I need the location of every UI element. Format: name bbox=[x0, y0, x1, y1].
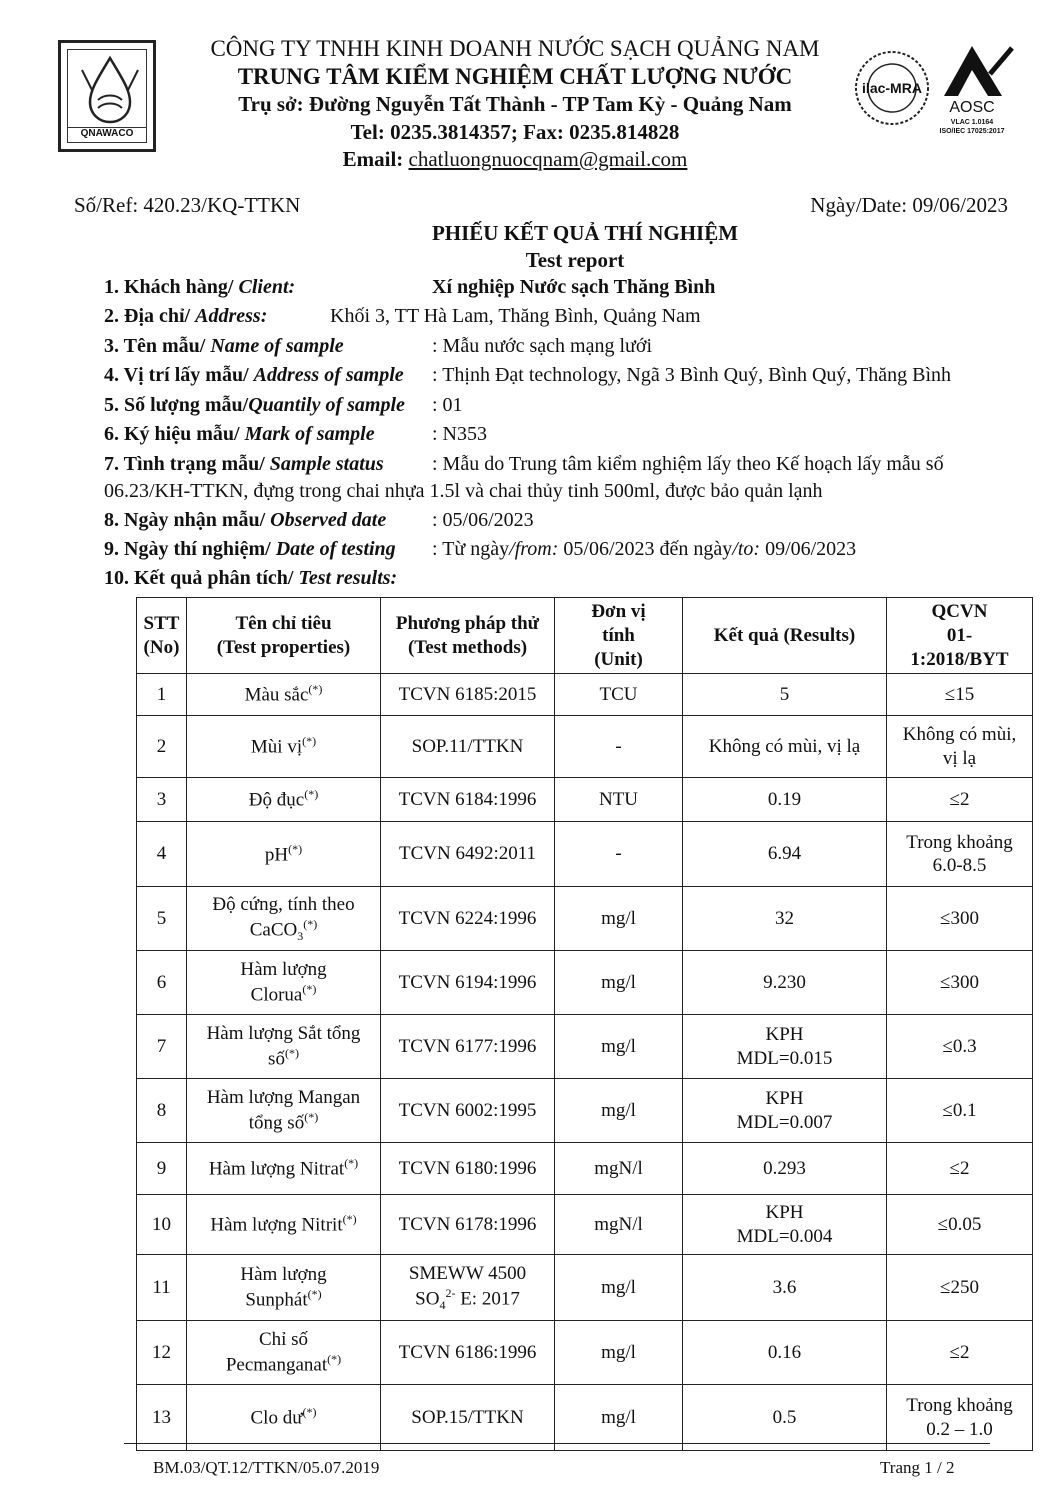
cell-unit: - bbox=[555, 716, 683, 778]
cell-no: 3 bbox=[137, 778, 187, 822]
cell-unit: mg/l bbox=[555, 1321, 683, 1385]
cell-method: TCVN 6178:1996 bbox=[381, 1195, 555, 1255]
table-row bbox=[137, 1143, 1033, 1195]
testing-date-label: 9. Ngày thí nghiệm/ Date of testing bbox=[104, 538, 396, 560]
cell-property: Hàm lượng Sunphát(*) bbox=[187, 1255, 381, 1321]
aosc-logo bbox=[932, 44, 1022, 136]
sample-location-value: : Thịnh Đạt technology, Ngã 3 Bình Quý, Bình Quý, Thăng Bình bbox=[432, 364, 952, 386]
table-row bbox=[137, 887, 1033, 951]
cell-no: 5 bbox=[137, 887, 187, 951]
cell-result: 0.19 bbox=[683, 778, 887, 822]
water-drop-icon bbox=[68, 50, 152, 130]
client-value: Xí nghiệp Nước sạch Thăng Bình bbox=[432, 276, 716, 298]
cell-unit: mg/l bbox=[555, 1079, 683, 1143]
cell-result: 3.6 bbox=[683, 1255, 887, 1321]
cell-no: 13 bbox=[137, 1385, 187, 1451]
col-header-properties: Tên chỉ tiêu (Test properties) bbox=[187, 598, 381, 674]
cell-property: Hàm lượng Nitrit(*) bbox=[187, 1195, 381, 1255]
cell-result: KPH MDL=0.004 bbox=[683, 1195, 887, 1255]
ilac-text: ilac-MRA bbox=[862, 80, 922, 96]
cell-unit: mgN/l bbox=[555, 1195, 683, 1255]
cell-unit: mg/l bbox=[555, 1255, 683, 1321]
sample-quantity-value: : 01 bbox=[432, 394, 463, 416]
cell-no: 10 bbox=[137, 1195, 187, 1255]
cell-standard: ≤0.1 bbox=[887, 1079, 1033, 1143]
cell-no: 6 bbox=[137, 951, 187, 1015]
cell-method: SOP.11/TTKN bbox=[381, 716, 555, 778]
cell-property: Màu sắc(*) bbox=[187, 674, 381, 716]
observed-date-value: : 05/06/2023 bbox=[432, 509, 534, 531]
aosc-iso: ISO/IEC 17025:2017 bbox=[939, 128, 1005, 135]
cell-unit: NTU bbox=[555, 778, 683, 822]
footer-divider bbox=[124, 1443, 990, 1444]
table-row bbox=[137, 1255, 1033, 1321]
table-row bbox=[137, 1321, 1033, 1385]
address-label: 2. Địa chỉ/ Address: bbox=[104, 305, 268, 327]
cell-property: Clo dư(*) bbox=[187, 1385, 381, 1451]
col-header-methods: Phương pháp thử (Test methods) bbox=[381, 598, 555, 674]
cell-standard: ≤0.3 bbox=[887, 1015, 1033, 1079]
cell-method: TCVN 6194:1996 bbox=[381, 951, 555, 1015]
sample-mark-value: : N353 bbox=[432, 423, 487, 445]
cell-method: TCVN 6186:1996 bbox=[381, 1321, 555, 1385]
office-address: Trụ sở: Đường Nguyễn Tất Thành - TP Tam Kỳ - Quảng Nam bbox=[238, 92, 792, 116]
cell-method: SMEWW 4500 $SO_4^{2-}$ E: 2017 bbox=[381, 1255, 555, 1321]
cell-property: pH(*) bbox=[187, 822, 381, 887]
table-header-row bbox=[137, 598, 1033, 674]
cell-no: 12 bbox=[137, 1321, 187, 1385]
cell-result: 0.293 bbox=[683, 1143, 887, 1195]
cell-unit: mg/l bbox=[555, 1385, 683, 1451]
cell-unit: TCU bbox=[555, 674, 683, 716]
cell-result: 32 bbox=[683, 887, 887, 951]
aosc-vlac: VLAC 1.0164 bbox=[950, 119, 994, 126]
table-row bbox=[137, 1195, 1033, 1255]
center-name: TRUNG TÂM KIỂM NGHIỆM CHẤT LƯỢNG NƯỚC bbox=[237, 64, 793, 89]
table-row bbox=[137, 1015, 1033, 1079]
cell-unit: - bbox=[555, 822, 683, 887]
cell-result: 5 bbox=[683, 674, 887, 716]
cell-unit: mg/l bbox=[555, 887, 683, 951]
client-label: 1. Khách hàng/ Client: bbox=[104, 276, 296, 298]
cell-method: TCVN 6180:1996 bbox=[381, 1143, 555, 1195]
table-row bbox=[137, 716, 1033, 778]
aosc-text: AOSC bbox=[949, 99, 995, 116]
cell-method: TCVN 6224:1996 bbox=[381, 887, 555, 951]
cell-standard: ≤2 bbox=[887, 1321, 1033, 1385]
cell-result: 9.230 bbox=[683, 951, 887, 1015]
table-row bbox=[137, 1385, 1033, 1451]
cell-no: 9 bbox=[137, 1143, 187, 1195]
cell-standard: ≤250 bbox=[887, 1255, 1033, 1321]
cell-unit: mg/l bbox=[555, 951, 683, 1015]
cell-property: Mùi vị(*) bbox=[187, 716, 381, 778]
ilac-mra-logo bbox=[852, 48, 932, 128]
logo-frame bbox=[67, 49, 147, 143]
cell-property: Hàm lượng Mangan tổng số(*) bbox=[187, 1079, 381, 1143]
sample-status-value: : Mẫu do Trung tâm kiểm nghiệm lấy theo Kế hoạch lấy mẫu số bbox=[432, 453, 944, 475]
reference-number: Số/Ref: 420.23/KQ-TTKN bbox=[74, 193, 301, 217]
test-results-label: 10. Kết quả phân tích/ Test results: bbox=[104, 567, 398, 589]
col-header-no: STT (No) bbox=[137, 598, 187, 674]
cell-no: 8 bbox=[137, 1079, 187, 1143]
email-line bbox=[165, 147, 865, 172]
cell-property: Hàm lượng Nitrat(*) bbox=[187, 1143, 381, 1195]
page-number: Trang 1 / 2 bbox=[880, 1458, 955, 1477]
cell-method: SOP.15/TTKN bbox=[381, 1385, 555, 1451]
table-row bbox=[137, 674, 1033, 716]
report-subtitle: Test report bbox=[525, 248, 625, 272]
table-row bbox=[137, 951, 1033, 1015]
table-row bbox=[137, 778, 1033, 822]
cell-method: TCVN 6002:1995 bbox=[381, 1079, 555, 1143]
cell-unit: mgN/l bbox=[555, 1143, 683, 1195]
sample-name-label: 3. Tên mẫu/ Name of sample bbox=[104, 335, 344, 357]
cell-no: 4 bbox=[137, 822, 187, 887]
cell-no: 11 bbox=[137, 1255, 187, 1321]
sample-status-label: 7. Tình trạng mẫu/ Sample status bbox=[104, 453, 384, 475]
report-date: Ngày/Date: 09/06/2023 bbox=[810, 193, 1008, 217]
cell-standard: Không có mùi, vị lạ bbox=[887, 716, 1033, 778]
cell-standard: ≤2 bbox=[887, 778, 1033, 822]
col-header-results: Kết quả (Results) bbox=[683, 598, 887, 674]
table-row bbox=[137, 1079, 1033, 1143]
cell-standard: ≤2 bbox=[887, 1143, 1033, 1195]
form-code: BM.03/QT.12/TTKN/05.07.2019 bbox=[153, 1458, 380, 1477]
report-title: PHIẾU KẾT QUẢ THÍ NGHIỆM bbox=[431, 221, 739, 245]
sample-quantity-label: 5. Số lượng mẫu/Quantily of sample bbox=[104, 394, 405, 416]
sample-name-value: : Mẫu nước sạch mạng lưới bbox=[432, 335, 653, 357]
observed-date-label: 8. Ngày nhận mẫu/ Observed date bbox=[104, 509, 387, 531]
sample-location-label: 4. Vị trí lấy mẫu/ Address of sample bbox=[104, 364, 404, 386]
table-row bbox=[137, 822, 1033, 887]
cell-no: 1 bbox=[137, 674, 187, 716]
address-value: Khối 3, TT Hà Lam, Thăng Bình, Quảng Nam bbox=[330, 305, 701, 327]
cell-result: 0.5 bbox=[683, 1385, 887, 1451]
col-header-standard: QCVN 01- 1:2018/BYT bbox=[887, 598, 1033, 674]
email-label: Email: bbox=[342, 147, 409, 171]
cell-no: 2 bbox=[137, 716, 187, 778]
cell-standard: Trong khoảng 6.0-8.5 bbox=[887, 822, 1033, 887]
sample-status-value-cont: 06.23/KH-TTKN, đựng trong chai nhựa 1.5l và chai thủy tinh 500ml, được bảo quản lạnh bbox=[104, 480, 823, 502]
testing-date-value: : Từ ngày/from: 05/06/2023 đến ngày/to: 09/06/2023 bbox=[432, 538, 857, 560]
company-logo bbox=[58, 40, 156, 152]
cell-method: TCVN 6492:2011 bbox=[381, 822, 555, 887]
sample-mark-label: 6. Ký hiệu mẫu/ Mark of sample bbox=[104, 423, 375, 445]
cell-property: Độ đục(*) bbox=[187, 778, 381, 822]
cell-standard: Trong khoảng 0.2 – 1.0 bbox=[887, 1385, 1033, 1451]
cell-no: 7 bbox=[137, 1015, 187, 1079]
company-name: CÔNG TY TNHH KINH DOANH NƯỚC SẠCH QUẢNG NAM bbox=[210, 36, 820, 61]
col-header-unit: Đơn vị tính (Unit) bbox=[555, 598, 683, 674]
cell-result: 6.94 bbox=[683, 822, 887, 887]
cell-result: KPH MDL=0.015 bbox=[683, 1015, 887, 1079]
cell-method: TCVN 6184:1996 bbox=[381, 778, 555, 822]
cell-method: TCVN 6185:2015 bbox=[381, 674, 555, 716]
cell-standard: ≤0.05 bbox=[887, 1195, 1033, 1255]
cell-result: KPH MDL=0.007 bbox=[683, 1079, 887, 1143]
results-table bbox=[136, 597, 1033, 1451]
cell-result: 0.16 bbox=[683, 1321, 887, 1385]
cell-standard: ≤15 bbox=[887, 674, 1033, 716]
cell-standard: ≤300 bbox=[887, 887, 1033, 951]
cell-result: Không có mùi, vị lạ bbox=[683, 716, 887, 778]
cell-method: TCVN 6177:1996 bbox=[381, 1015, 555, 1079]
logo-label: QNAWACO bbox=[68, 127, 146, 139]
phone-fax: Tel: 0235.3814357; Fax: 0235.814828 bbox=[350, 120, 680, 144]
email-link[interactable]: chatluongnuocqnam@gmail.com bbox=[408, 147, 688, 171]
cell-property: Chỉ số Pecmanganat(*) bbox=[187, 1321, 381, 1385]
cell-standard: ≤300 bbox=[887, 951, 1033, 1015]
cell-unit: mg/l bbox=[555, 1015, 683, 1079]
cell-property: Hàm lượng Clorua(*) bbox=[187, 951, 381, 1015]
cell-property: Độ cứng, tính theo CaCO$_3$(*) bbox=[187, 887, 381, 951]
cell-property: Hàm lượng Sắt tổng số(*) bbox=[187, 1015, 381, 1079]
